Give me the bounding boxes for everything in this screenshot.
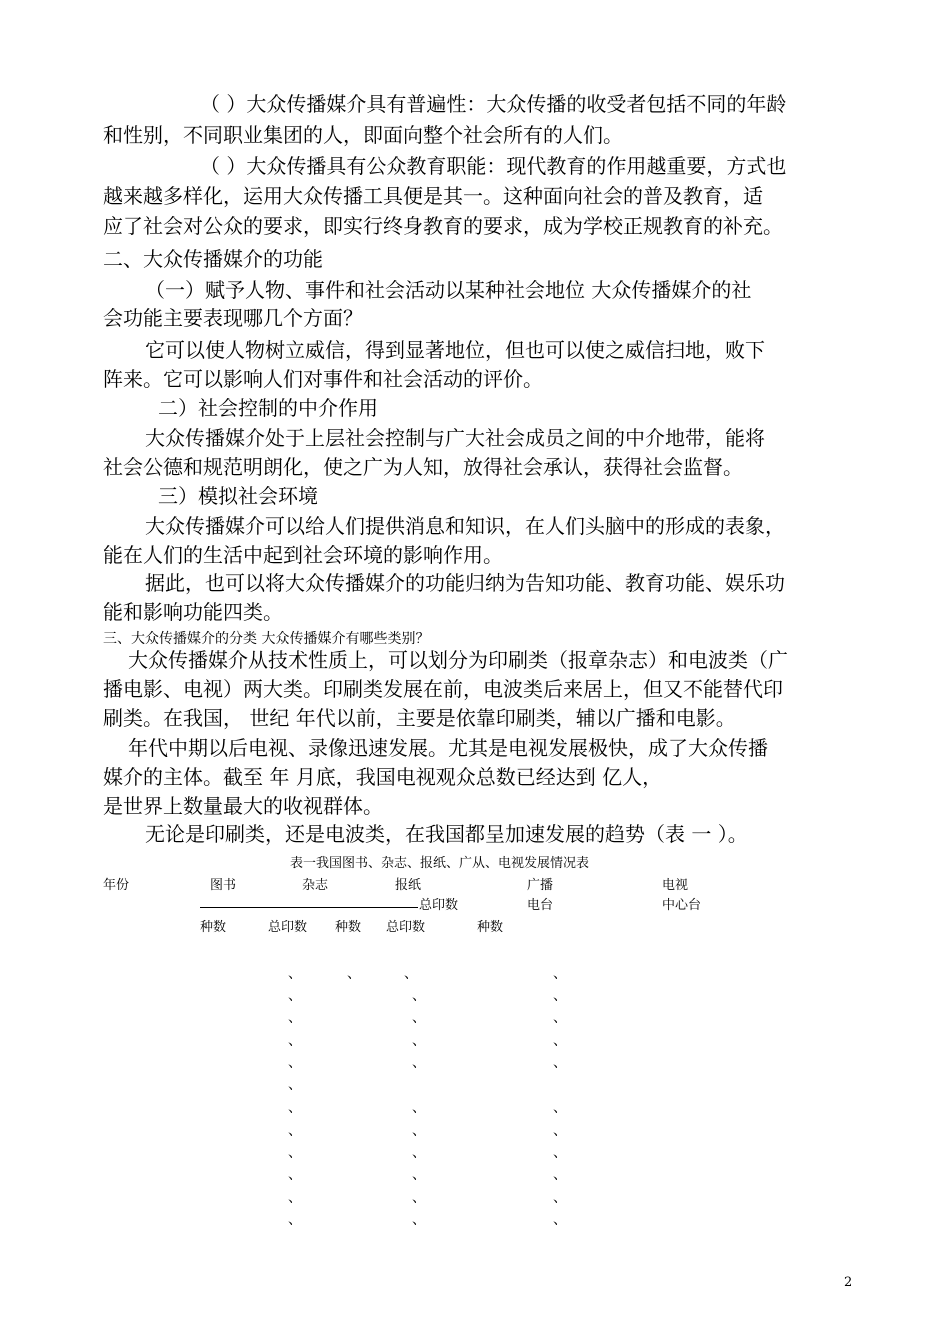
text-line: 能在人们的生活中起到社会环境的影响作用。	[103, 543, 503, 567]
text-line: 大众传播媒介处于上层社会控制与广大社会成员之间的中介地带，能将	[145, 426, 765, 450]
table-cell-mark: 、	[288, 1212, 302, 1228]
text-line: 应了社会对公众的要求，即实行终身教育的要求，成为学校正规教育的补充。	[103, 214, 783, 238]
text-line: 它可以使人物树立威信，得到显著地位，但也可以使之威信扫地，败下	[145, 338, 765, 362]
text-line: 播电影、电视）两大类。印刷类发展在前，电波类后来居上，但又不能替代印	[103, 677, 783, 701]
table-header-newspapers: 报纸	[395, 878, 422, 893]
table-cell-mark: 、	[288, 1010, 302, 1026]
table-cell-mark: 、	[288, 966, 302, 982]
table-cell-mark: 、	[288, 1123, 302, 1139]
text-line: 年代中期以后电视、录像迅速发展。尤其是电视发展极快，成了大众传播	[128, 736, 768, 760]
table-cell-mark: 、	[288, 1167, 302, 1183]
section-heading: 二、大众传播媒介的功能	[103, 247, 323, 271]
text-line: （ ）大众传播媒介具有普遍性：大众传播的收受者包括不同的年龄	[200, 92, 787, 116]
table-header-total-print: 总印数	[419, 898, 459, 913]
table-header-centers: 中心台	[662, 898, 702, 913]
table-cell-mark: 、	[412, 1123, 426, 1139]
text-line: 大众传播媒介从技术性质上，可以划分为印刷类（报章杂志）和电波类（广	[128, 648, 788, 672]
table-header-magazines: 杂志	[302, 878, 329, 893]
table-cell-mark: 、	[553, 1190, 567, 1206]
table-header-tv: 电视	[662, 878, 689, 893]
text-line: 媒介的主体。截至 年 月底，我国电视观众总数已经达到 亿人，	[103, 765, 663, 789]
subsection-heading: 二）社会控制的中介作用	[158, 396, 378, 420]
table-cell-mark: 、	[288, 988, 302, 1004]
text-line: 和性别，不同职业集团的人，即面向整个社会所有的人们。	[103, 123, 623, 147]
text-line: 是世界上数量最大的收视群体。	[103, 794, 383, 818]
table-cell-mark: 、	[553, 1100, 567, 1116]
table-cell-mark: 、	[553, 966, 567, 982]
subsection-heading: 三）模拟社会环境	[158, 484, 318, 508]
table-cell-mark: 、	[288, 1145, 302, 1161]
table-header-kinds: 种数	[200, 920, 227, 935]
table-cell-mark: 、	[412, 1145, 426, 1161]
table-cell-mark: 、	[288, 1077, 302, 1093]
table-cell-mark: 、	[412, 1190, 426, 1206]
table-header-books: 图书	[210, 878, 237, 893]
table-cell-mark: 、	[553, 1033, 567, 1049]
text-line: （一）赋予人物、事件和社会活动以某种社会地位 大众传播媒介的社	[145, 278, 752, 302]
text-line: 据此，也可以将大众传播媒介的功能归纳为告知功能、教育功能、娱乐功	[145, 571, 785, 595]
text-line: 刷类。在我国， 世纪 年代以前，主要是依靠印刷类，辅以广播和电影。	[103, 706, 736, 730]
table-cell-mark: 、	[553, 1212, 567, 1228]
table-header-stations: 电台	[527, 898, 554, 913]
table-caption: 表一我国图书、杂志、报纸、广从、电视发展情况表	[290, 856, 590, 871]
text-line: （ ）大众传播具有公众教育职能：现代教育的作用越重要，方式也	[200, 154, 787, 178]
table-header-year: 年份	[103, 878, 130, 893]
table-header-kinds: 种数	[335, 920, 362, 935]
table-cell-mark: 、	[412, 988, 426, 1004]
table-header-total-print: 总印数	[386, 920, 426, 935]
text-line: 能和影响功能四类。	[103, 600, 283, 624]
table-header-kinds: 种数	[477, 920, 504, 935]
text-line: 阵来。它可以影响人们对事件和社会活动的评价。	[103, 367, 543, 391]
table-cell-mark: 、	[553, 1055, 567, 1071]
table-cell-mark: 、	[412, 1010, 426, 1026]
table-cell-mark: 、	[288, 1033, 302, 1049]
text-line: 无论是印刷类，还是电波类，在我国都呈加速发展的趋势（表 一 ）。	[145, 822, 748, 846]
table-header-total-print: 总印数	[268, 920, 308, 935]
text-line: 会功能主要表现哪几个方面？	[103, 306, 363, 330]
table-cell-mark: 、	[404, 966, 418, 982]
table-cell-mark: 、	[553, 1123, 567, 1139]
table-cell-mark: 、	[288, 1055, 302, 1071]
table-cell-mark: 、	[412, 1033, 426, 1049]
table-cell-mark: 、	[553, 1145, 567, 1161]
table-header-rule	[200, 907, 418, 908]
table-cell-mark: 、	[412, 1212, 426, 1228]
table-cell-mark: 、	[288, 1190, 302, 1206]
text-line: 社会公德和规范明朗化，使之广为人知，放得社会承认，获得社会监督。	[103, 455, 743, 479]
text-line: 大众传播媒介可以给人们提供消息和知识，在人们头脑中的形成的表象，	[145, 514, 785, 538]
table-cell-mark: 、	[288, 1100, 302, 1116]
table-header-broadcast: 广播	[527, 878, 554, 893]
table-cell-mark: 、	[412, 1100, 426, 1116]
text-line: 越来越多样化，运用大众传播工具便是其一。这种面向社会的普及教育，适	[103, 184, 763, 208]
section-heading: 三、大众传播媒介的分类 大众传播媒介有哪些类别？	[103, 631, 430, 647]
table-cell-mark: 、	[412, 1167, 426, 1183]
table-cell-mark: 、	[412, 1055, 426, 1071]
table-cell-mark: 、	[553, 988, 567, 1004]
page-number: 2	[844, 1275, 853, 1290]
table-cell-mark: 、	[553, 1167, 567, 1183]
table-cell-mark: 、	[347, 966, 361, 982]
table-cell-mark: 、	[553, 1010, 567, 1026]
